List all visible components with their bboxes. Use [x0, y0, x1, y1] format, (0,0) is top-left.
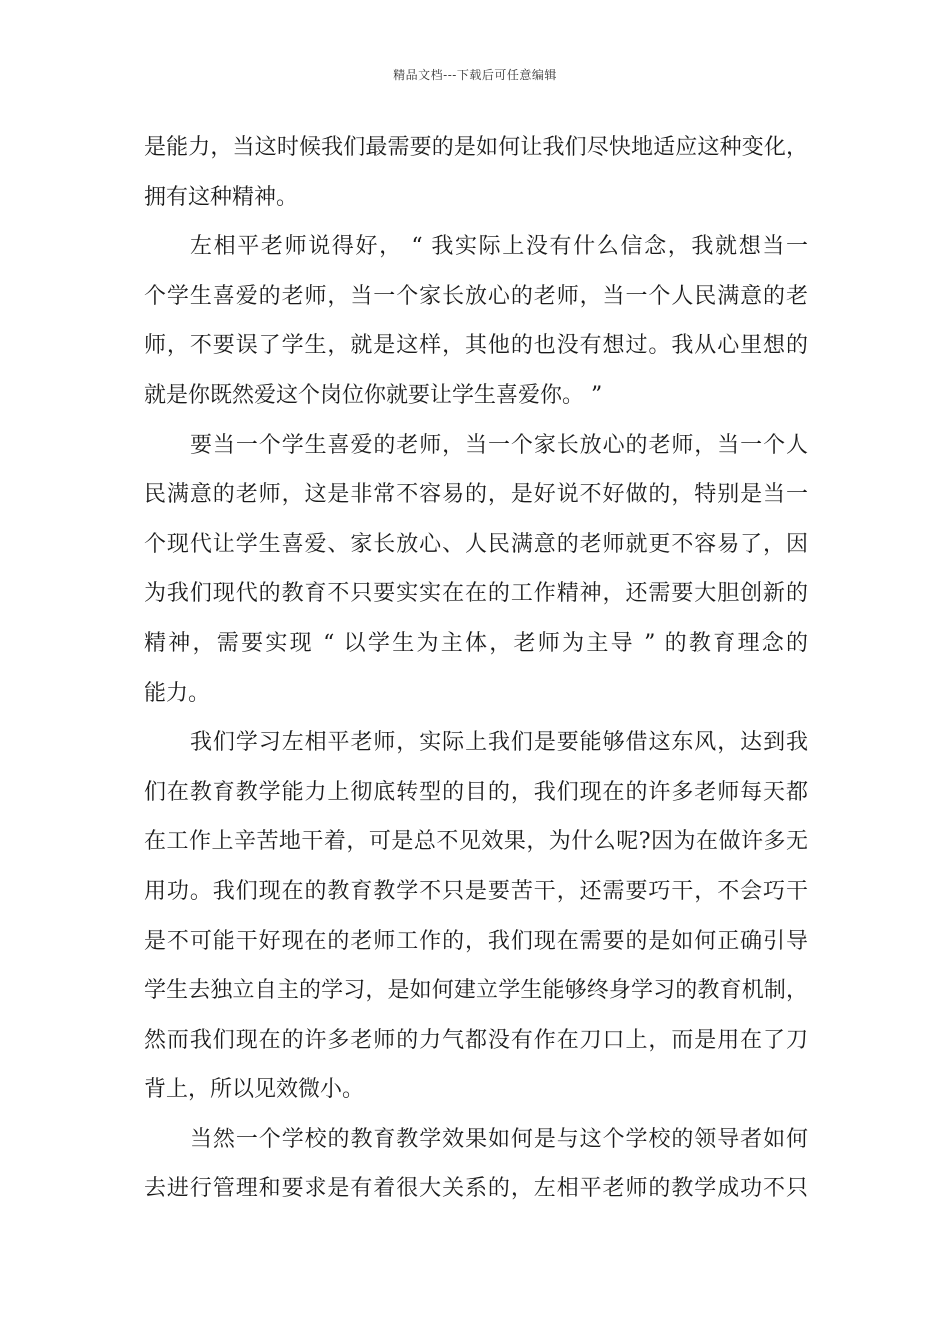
text-line: 个现代让学生喜爱、家长放心、人民满意的老师就更不容易了，因: [144, 531, 808, 557]
paragraph: [144, 128, 808, 227]
text-line: 们在教育教学能力上彻底转型的目的，我们现在的许多老师每天都: [144, 779, 808, 805]
text-line: 用功。我们现在的教育教学不只是要苦干，还需要巧干，不会巧干: [144, 878, 808, 904]
text-line: 去进行管理和要求是有着很大关系的，左相平老师的教学成功不只: [144, 1176, 808, 1202]
text-line: 当然一个学校的教育教学效果如何是与这个学校的领导者如何: [190, 1126, 808, 1152]
paragraph: [144, 227, 808, 425]
text-line: 左相平老师说得好， “ 我实际上没有什么信念，我就想当一: [190, 234, 808, 260]
text-line: 我们学习左相平老师，实际上我们是要能够借这东风，达到我: [190, 730, 808, 756]
text-line: 学生去独立自主的学习，是如何建立学生能够终身学习的教育机制，: [144, 978, 808, 1004]
text-line: 是能力，当这时候我们最需要的是如何让我们尽快地适应这种变化，: [144, 135, 808, 160]
paragraph: [144, 723, 808, 1120]
document-body: [144, 128, 808, 1219]
text-line: 师，不要误了学生，就是这样，其他的也没有想过。我从心里想的: [144, 333, 808, 359]
text-line: 拥有这种精神。: [144, 184, 299, 210]
text-line: 民满意的老师，这是非常不容易的，是好说不好做的，特别是当一: [144, 482, 808, 508]
text-line: 背上，所以见效微小。: [144, 1077, 365, 1103]
text-line: 要当一个学生喜爱的老师，当一个家长放心的老师，当一个人: [190, 432, 808, 458]
text-line: 能力。: [144, 680, 211, 706]
text-line: 就是你既然爱这个岗位你就要让学生喜爱你。 ”: [144, 382, 603, 408]
text-line: 为我们现代的教育不只要实实在在的工作精神，还需要大胆创新的: [144, 581, 808, 607]
text-line: 在工作上辛苦地干着，可是总不见效果，为什么呢?因为在做许多无: [144, 829, 808, 855]
text-line: 是不可能干好现在的老师工作的，我们现在需要的是如何正确引导: [144, 928, 808, 954]
page-header: 精品文档---下载后可任意编辑: [393, 68, 557, 82]
text-line: 个学生喜爱的老师，当一个家长放心的老师，当一个人民满意的老: [144, 283, 808, 309]
text-line: 然而我们现在的许多老师的力气都没有作在刀口上，而是用在了刀: [144, 1027, 808, 1053]
paragraph: [144, 1120, 808, 1219]
text-line: 精神，需要实现 “ 以学生为主体，老师为主导 ” 的教育理念的: [144, 630, 808, 656]
paragraph: [144, 426, 808, 724]
